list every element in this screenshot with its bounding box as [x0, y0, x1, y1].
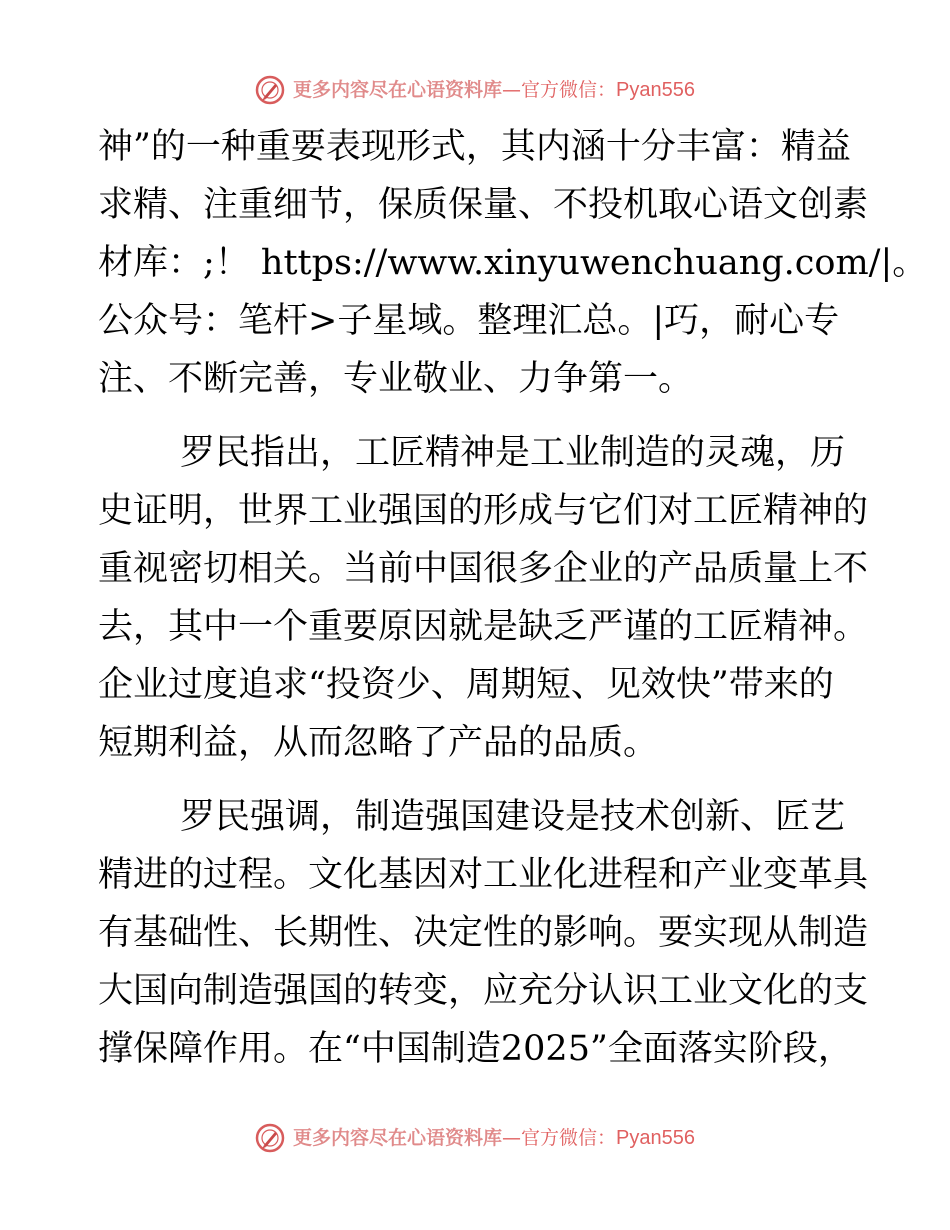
pen-nib-circle-icon: [255, 1123, 285, 1153]
text-line: 大国向制造强国的转变，应充分认识工业文化的支: [98, 971, 869, 1011]
paragraph-1: [98, 118, 928, 408]
text-line: 罗民指出，工匠精神是工业制造的灵魂，历: [180, 433, 846, 473]
text-line: 企业过度追求“投资少、周期短、见效快”带来的: [98, 665, 834, 705]
watermark-wechat-id: Pyan556: [616, 79, 695, 101]
text-line: 有基础性、长期性、决定性的影响。要实现从制造: [98, 913, 869, 953]
paragraph-3: [98, 788, 869, 1078]
watermark-dash: —: [502, 1127, 522, 1149]
watermark-wechat-id: Pyan556: [616, 1127, 695, 1149]
pen-nib-circle-icon: [255, 75, 285, 105]
text-line: 注、不断完善，专业敬业、力争第一。: [98, 359, 694, 399]
watermark-site-text: 更多内容尽在心语资料库: [293, 1127, 503, 1149]
watermark-official-label: 官方微信：: [521, 1127, 617, 1149]
paragraph-2: [98, 424, 869, 772]
text-line: 公众号：笔杆>子星域。整理汇总。|巧，耐心专: [98, 301, 840, 341]
text-line-url: 材库：;！ https://www.xinyuwenchuang.com/|。: [98, 243, 928, 283]
document-body: [98, 118, 928, 1078]
text-line: 重视密切相关。当前中国很多企业的产品质量上不: [98, 549, 869, 589]
header-watermark: [0, 70, 950, 110]
watermark-dash: —: [502, 79, 522, 101]
text-line: 神”的一种重要表现形式，其内涵十分丰富：精益: [98, 127, 851, 167]
watermark-official-label: 官方微信：: [521, 79, 617, 101]
text-line: 撑保障作用。在“中国制造2025”全面落实阶段，: [98, 1029, 853, 1069]
watermark-site-text: 更多内容尽在心语资料库: [293, 79, 503, 101]
text-line: 精进的过程。文化基因对工业化进程和产业变革具: [98, 855, 869, 895]
text-line: 罗民强调，制造强国建设是技术创新、匠艺: [180, 797, 846, 837]
footer-watermark: [0, 1118, 950, 1158]
text-line: 短期利益，从而忽略了产品的品质。: [98, 723, 659, 763]
text-line: 史证明，世界工业强国的形成与它们对工匠精神的: [98, 491, 869, 531]
text-line: 求精、注重细节，保质保量、不投机取心语文创素: [98, 185, 869, 225]
text-line: 去，其中一个重要原因就是缺乏严谨的工匠精神。: [98, 607, 869, 647]
